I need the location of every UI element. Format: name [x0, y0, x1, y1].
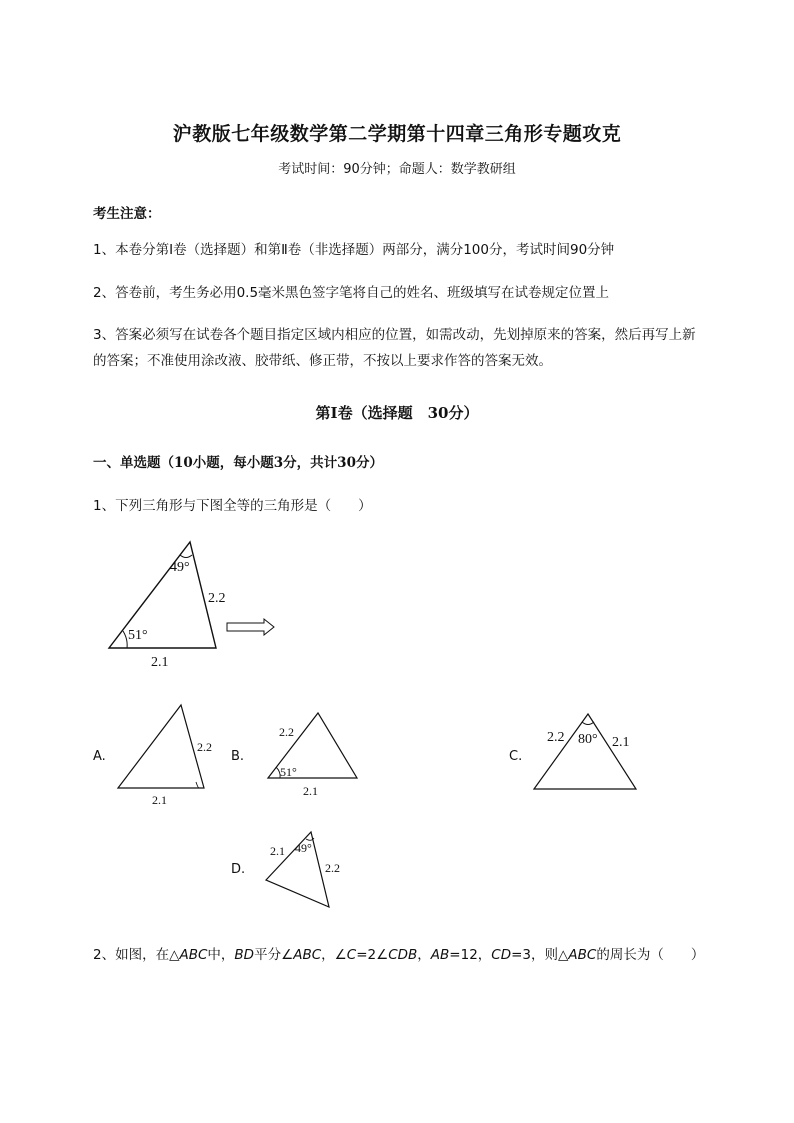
option-b-figure[interactable]: [260, 708, 370, 802]
section-title: 第I卷（选择题 30分）: [315, 404, 479, 422]
q2-text-part: ，∠: [321, 947, 347, 963]
q2-segment-bd: BD: [234, 947, 255, 963]
option-b-base-label: 2.1: [303, 784, 318, 798]
q2-text-part: =12，: [449, 947, 492, 963]
bottom-angle-arc: [123, 631, 127, 648]
option-d-figure[interactable]: [258, 828, 358, 912]
reference-triangle: [109, 542, 216, 648]
option-c-label[interactable]: C.: [509, 749, 523, 764]
q2-text-part: =3，则△: [511, 947, 569, 963]
option-a-label[interactable]: A.: [93, 749, 106, 764]
option-c-left-label: 2.2: [547, 730, 565, 745]
question-2-text: [93, 943, 704, 963]
arrow-icon: [227, 619, 274, 635]
option-d-right-label: 2.2: [325, 861, 340, 875]
q2-angle-abc: ABC: [293, 947, 322, 963]
q2-suffix: 的周长为（ ）: [596, 947, 705, 963]
option-b-angle-label: 51°: [280, 765, 297, 779]
right-side-label: 2.2: [208, 591, 226, 606]
notice-item-2: 2、答卷前，考生务必用0.5毫米黑色签字笔将自己的姓名、班级填写在试卷规定位置上: [93, 285, 610, 301]
question-1-figure: [100, 535, 290, 675]
top-angle-arc: [180, 555, 192, 558]
option-b-side-label: 2.2: [279, 725, 294, 739]
option-c-figure[interactable]: [530, 710, 650, 796]
q2-text-part: =2∠: [356, 947, 389, 963]
top-angle-label: 49°: [170, 560, 190, 575]
notice-item-1: 1、本卷分第I卷（选择题）和第Ⅱ卷（非选择题）两部分，满分100分，考试时间90分钟: [93, 242, 615, 258]
question-1-text: 1、下列三角形与下图全等的三角形是（ ）: [93, 498, 372, 514]
q2-text-part: ，: [417, 947, 431, 963]
q2-angle-cdb: CDB: [388, 947, 418, 963]
option-d-label[interactable]: D.: [231, 862, 246, 877]
option-a-side-label: 2.2: [197, 740, 212, 754]
notice-item-3: 3、答案必须写在试卷各个题目指定区域内相应的位置，如需改动，先划掉原来的答案，然后再写上新: [93, 327, 696, 343]
exam-info: 考试时间：90分钟；命题人：数学教研组: [278, 162, 516, 177]
option-c-angle-label: 80°: [578, 732, 598, 747]
option-d-left-label: 2.1: [270, 844, 285, 858]
notice-heading: 考生注意：: [93, 206, 161, 222]
notice-item-3-cont: 的答案；不准使用涂改液、胶带纸、修正带，不按以上要求作答的答案无效。: [93, 353, 552, 369]
q2-text-part: 中，: [207, 947, 235, 963]
q2-triangle-abc: ABC: [179, 947, 208, 963]
q2-segment-ab: AB: [430, 947, 450, 963]
option-d-angle-label: 49°: [295, 841, 312, 855]
q2-triangle-abc: ABC: [568, 947, 597, 963]
option-a-base-label: 2.1: [152, 793, 167, 807]
part-heading: 一、单选题（10小题，每小题3分，共计30分）: [93, 455, 383, 471]
page-title: 沪教版七年级数学第二学期第十四章三角形专题攻克: [172, 123, 622, 145]
option-b-label[interactable]: B.: [231, 749, 245, 764]
option-a-figure[interactable]: [110, 700, 220, 812]
option-c-right-label: 2.1: [612, 735, 630, 750]
base-label: 2.1: [151, 655, 169, 670]
q2-text-part: 平分∠: [254, 947, 294, 963]
q2-segment-cd: CD: [491, 947, 512, 963]
q2-angle-c: C: [346, 947, 357, 963]
q2-prefix: 2、如图，在△: [93, 947, 180, 963]
bottom-angle-label: 51°: [128, 628, 148, 643]
